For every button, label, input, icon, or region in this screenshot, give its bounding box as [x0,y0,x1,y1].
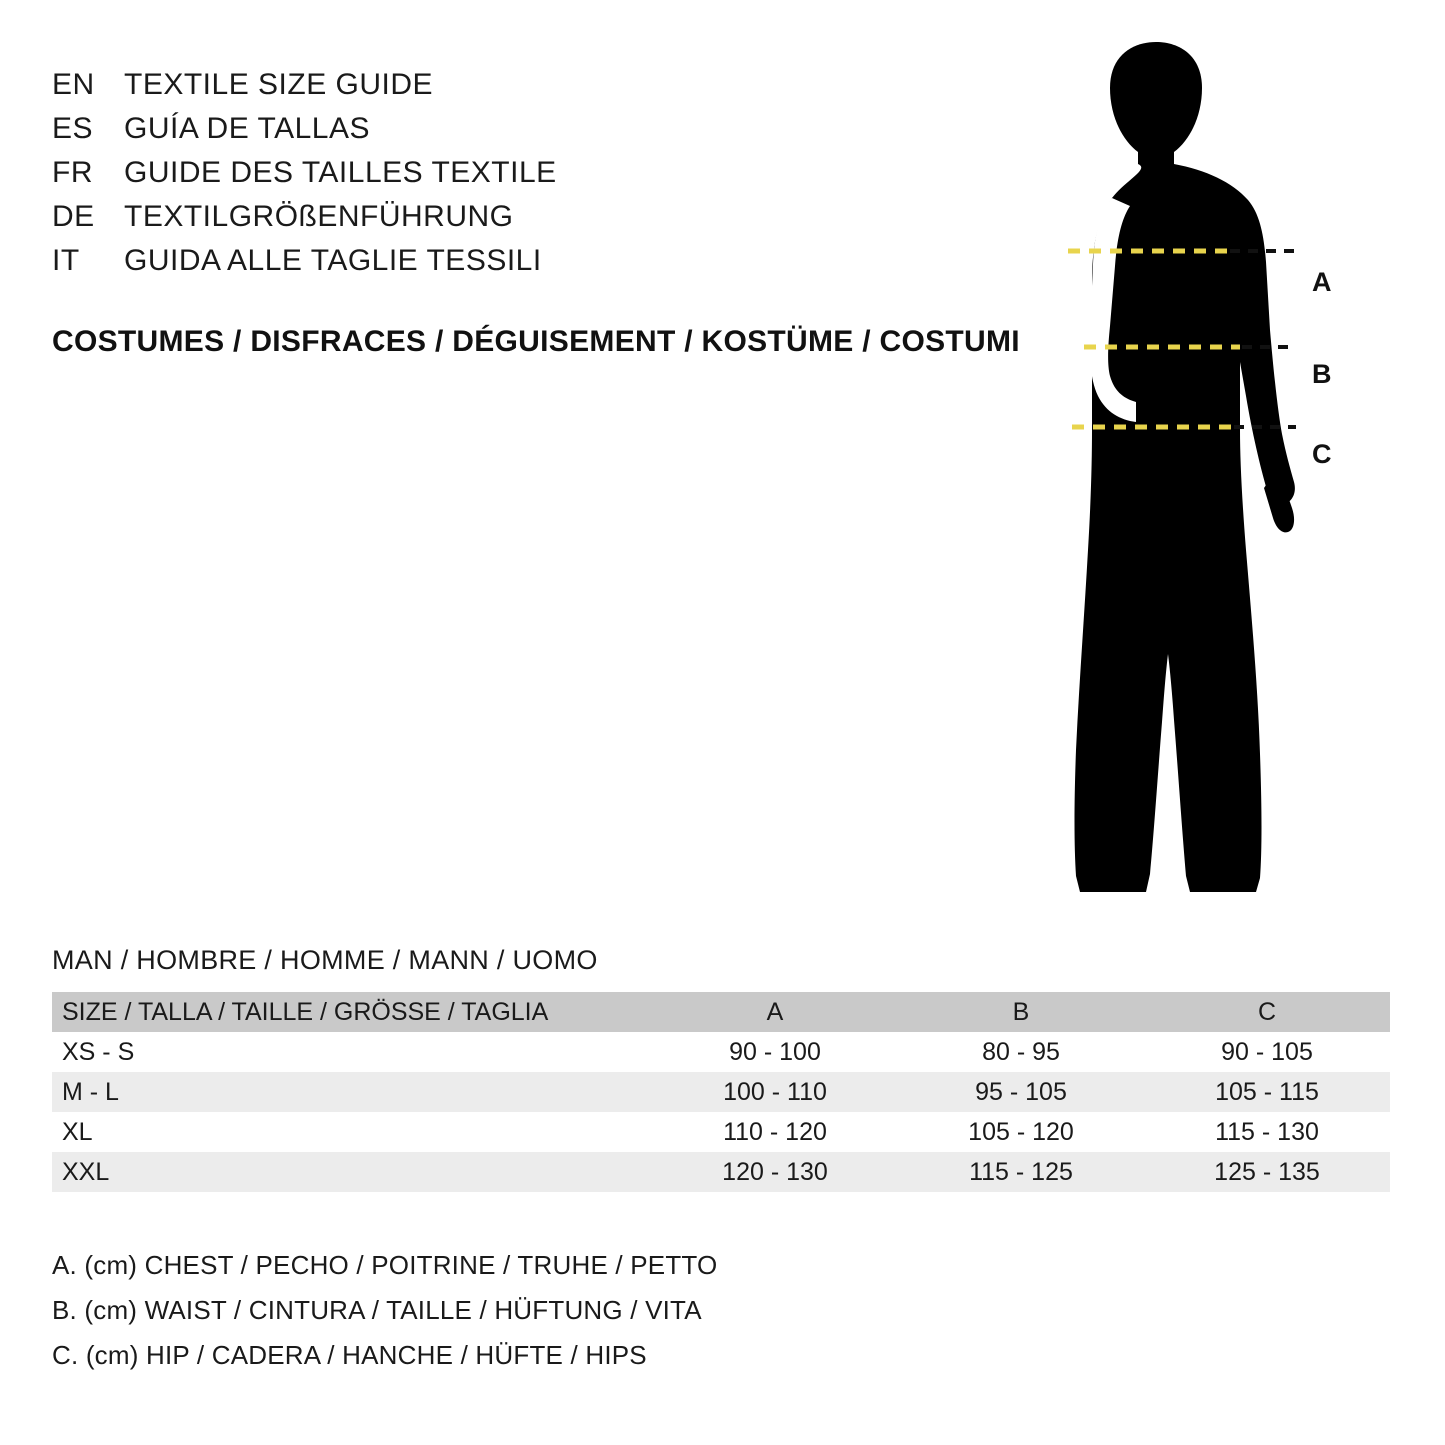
language-code-en: EN [52,68,95,101]
measure-label-b: B [1312,359,1332,389]
table-header-a: A [652,992,898,1032]
cell-c: 90 - 105 [1144,1032,1390,1072]
language-row-fr [52,156,952,200]
table-header-row [52,992,1390,1032]
language-text-es: GUÍA DE TALLAS [124,112,370,145]
language-text-de: TEXTILGRÖßENFÜHRUNG [124,200,514,233]
cell-size: XS - S [52,1032,652,1072]
table-caption: MAN / HOMBRE / HOMME / MANN / UOMO [52,945,598,975]
table-header-size: SIZE / TALLA / TAILLE / GRÖSSE / TAGLIA [52,992,652,1032]
language-row-es [52,112,952,156]
table-row [52,1152,1390,1192]
language-text-en: TEXTILE SIZE GUIDE [124,68,434,101]
language-code-es: ES [52,112,94,145]
table-header-b: B [898,992,1144,1032]
language-header-block [52,68,952,288]
cell-a: 100 - 110 [652,1072,898,1112]
legend-row-c: C. (cm) HIP / CADERA / HANCHE / HÜFTE / HIPS [52,1340,647,1370]
table-row [52,1072,1390,1112]
table-row [52,1112,1390,1152]
measurement-legend [52,1243,717,1378]
cell-b: 80 - 95 [898,1032,1144,1072]
table-row [52,1032,1390,1072]
male-silhouette-icon [960,30,1380,910]
body-figure-diagram [960,30,1380,910]
cell-c: 125 - 135 [1144,1152,1390,1192]
size-table-section [52,945,1382,1192]
table-body [52,1032,1390,1192]
language-row-de [52,200,952,244]
language-row-en [52,68,952,112]
cell-size: XL [52,1112,652,1152]
legend-row-a: A. (cm) CHEST / PECHO / POITRINE / TRUHE / PETTO [52,1250,718,1280]
language-row-it [52,244,952,288]
cell-b: 95 - 105 [898,1072,1144,1112]
cell-a: 120 - 130 [652,1152,898,1192]
cell-b: 115 - 125 [898,1152,1144,1192]
cell-a: 110 - 120 [652,1112,898,1152]
language-text-fr: GUIDE DES TAILLES TEXTILE [124,156,557,189]
legend-row-b: B. (cm) WAIST / CINTURA / TAILLE / HÜFTUNG / VITA [52,1295,702,1325]
table-header-c: C [1144,992,1390,1032]
cell-c: 115 - 130 [1144,1112,1390,1152]
table-header [52,992,1390,1032]
size-table [52,992,1390,1192]
measure-label-c: C [1312,439,1332,469]
cell-a: 90 - 100 [652,1032,898,1072]
language-code-fr: FR [52,156,93,189]
language-text-it: GUIDA ALLE TAGLIE TESSILI [124,244,542,277]
section-title: COSTUMES / DISFRACES / DÉGUISEMENT / KOSTÜME / COSTUMI [52,325,1020,358]
cell-c: 105 - 115 [1144,1072,1390,1112]
cell-size: M - L [52,1072,652,1112]
language-code-de: DE [52,200,95,233]
language-code-it: IT [52,244,80,277]
cell-b: 105 - 120 [898,1112,1144,1152]
measure-label-a: A [1312,267,1332,297]
cell-size: XXL [52,1152,652,1192]
